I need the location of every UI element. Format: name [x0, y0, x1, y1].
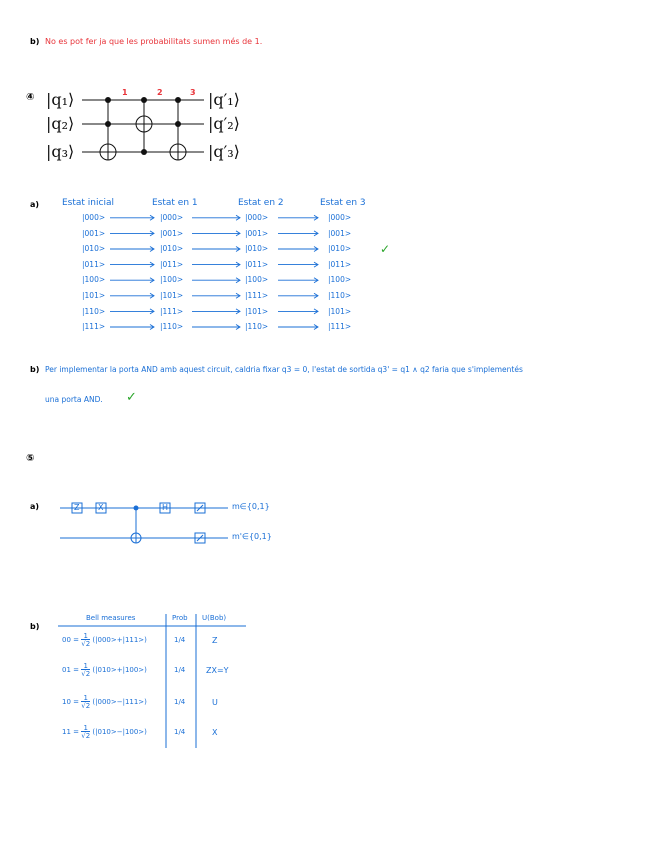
state-cell: |110> [328, 290, 352, 300]
header-state1: Estat en 1 [152, 198, 198, 208]
state-cell: |111> [160, 306, 184, 316]
state-cell: |110> [82, 306, 106, 316]
frac-num: 1 [83, 662, 88, 670]
header-state3: Estat en 3 [320, 198, 366, 208]
state-cell: |011> [328, 259, 352, 269]
state-cell: |001> [245, 228, 269, 238]
frac-den: √2 [81, 702, 91, 710]
state-cell: |011> [245, 259, 269, 269]
output-m-prime: m'∈{0,1} [232, 532, 272, 541]
column-state2 [245, 210, 268, 335]
frac-num: 1 [83, 724, 88, 732]
prob-cell: 1/4 [174, 728, 186, 736]
table-header-prob: Prob [172, 614, 188, 622]
op-cell: Z [212, 636, 218, 645]
state-cell: |111> [82, 322, 106, 332]
state-cell: |110> [245, 322, 269, 332]
frac-den: √2 [81, 732, 91, 740]
state-cell: |100> [160, 275, 184, 285]
check-icon-4a: ✓ [380, 242, 391, 256]
answer-label-5a: a) [30, 502, 40, 511]
table-header-bell: Bell measures [86, 614, 136, 622]
answer-text-4b-line1: Per implementar la porta AND amb aquest circuit, caldria fixar q3 = 0, l'estat de sortida q3' = q1 ∧ q2 faria que s'implementés [45, 365, 523, 374]
state-cell: |011> [82, 259, 106, 269]
row-key: 11 [62, 728, 71, 736]
state-cell: |101> [245, 306, 269, 316]
row-state: (|010>−|100>) [92, 728, 147, 736]
table-row: $10 = \frac{1}{√2} (|000>-|111>)$ [62, 694, 147, 710]
state-cell: |001> [160, 228, 184, 238]
state-cell: |000> [82, 213, 106, 222]
column-state1 [160, 210, 183, 335]
row-key: 01 [62, 666, 71, 674]
state-cell: |010> [328, 244, 352, 254]
question-number-4: ④ [26, 92, 35, 103]
teleport-circuit [60, 503, 228, 543]
input-q3: |q₃⟩ [46, 142, 75, 161]
state-cell: |111> [328, 322, 352, 332]
state-cell: |100> [328, 275, 352, 285]
step-label-3: 3 [190, 88, 196, 97]
state-cell: |100> [245, 275, 269, 285]
state-cell: |011> [160, 259, 184, 269]
question-number-5: ⑤ [26, 453, 35, 464]
gate-label-x: X [98, 503, 104, 512]
row-state: (|000>+|111>) [92, 636, 147, 644]
answer-text-4b-line2: una porta AND. [45, 395, 103, 404]
state-cell: |010> [82, 244, 106, 254]
state-cell: |010> [245, 244, 269, 254]
op-cell: X [212, 728, 218, 737]
answer-label-4b: b) [30, 365, 40, 374]
frac-den: √2 [81, 670, 91, 678]
state-cell: |000> [328, 213, 352, 222]
state-cell: |000> [160, 213, 184, 222]
output-q1: |q′₁⟩ [208, 90, 240, 109]
row-key: 00 [62, 636, 71, 644]
column-initial-states [82, 210, 105, 335]
state-cell: |001> [82, 228, 106, 238]
row-state: (|000>−|111>) [92, 698, 147, 706]
op-cell: U [212, 698, 218, 707]
output-q2: |q′₂⟩ [208, 114, 240, 133]
table-row: $11 = \frac{1}{√2} (|010>-|100>)$ [62, 724, 147, 740]
input-q2: |q₂⟩ [46, 114, 75, 133]
check-icon-4b: ✓ [126, 390, 137, 405]
frac-den: √2 [81, 640, 91, 648]
table-row: $01 = \frac{1}{√2} (|010>+|100>)$ [62, 662, 147, 678]
state-cell: |110> [160, 322, 184, 332]
answer-label-b-top: b) [30, 37, 40, 46]
table-header-ubob: U(Bob) [202, 614, 227, 622]
input-q1: |q₁⟩ [46, 90, 75, 109]
step-label-1: 1 [122, 88, 128, 97]
gate-label-h: H [162, 503, 169, 512]
prob-cell: 1/4 [174, 636, 186, 644]
state-cell: |101> [160, 290, 184, 300]
output-m: m∈{0,1} [232, 502, 270, 511]
prob-cell: 1/4 [174, 698, 186, 706]
state-cell: |000> [245, 213, 269, 222]
state-arrows [110, 215, 318, 329]
state-cell: |001> [328, 228, 352, 238]
header-state2: Estat en 2 [238, 198, 284, 208]
answer-label-4a: a) [30, 200, 40, 209]
op-cell: ZX=Y [206, 666, 229, 675]
prob-cell: 1/4 [174, 666, 186, 674]
gate-label-z: Z [74, 503, 80, 512]
frac-num: 1 [83, 694, 88, 702]
row-key: 10 [62, 698, 71, 706]
answer-label-5b: b) [30, 622, 40, 631]
output-q3: |q′₃⟩ [208, 142, 240, 161]
state-cell: |010> [160, 244, 184, 254]
step-label-2: 2 [157, 88, 163, 97]
frac-num: 1 [83, 632, 88, 640]
state-cell: |101> [328, 306, 352, 316]
answer-text-probabilities: No es pot fer ja que les probabilitats sumen més de 1. [45, 37, 263, 46]
state-cell: |100> [82, 275, 106, 285]
row-state: (|010>+|100>) [92, 666, 147, 674]
table-row: $00 = \frac{1}{√2} (|000>+|111>)$ [62, 632, 147, 648]
state-cell: |111> [245, 290, 269, 300]
column-state3 [328, 210, 351, 335]
state-cell: |101> [82, 290, 106, 300]
header-initial: Estat inicial [62, 198, 114, 208]
